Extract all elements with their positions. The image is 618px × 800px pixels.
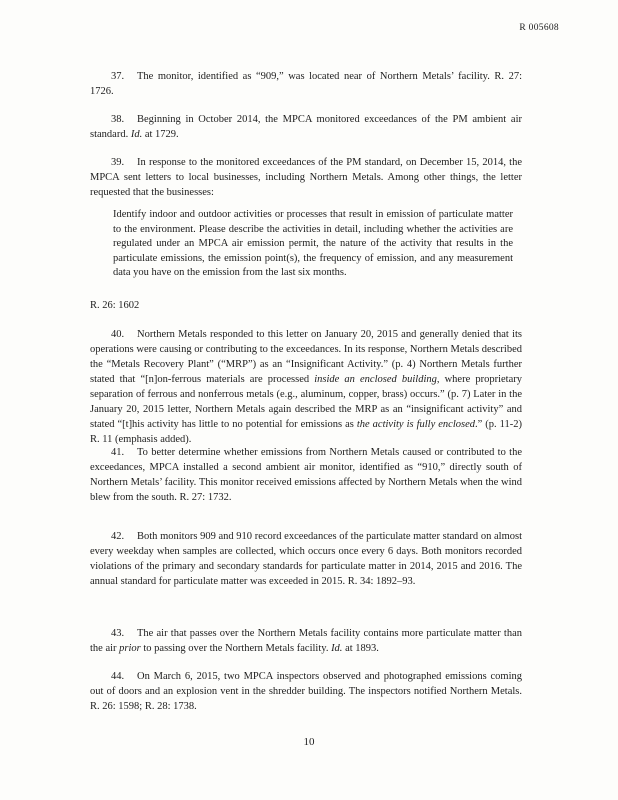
quote-citation: R. 26: 1602 — [90, 300, 140, 311]
paragraph-39: 39. In response to the monitored exceedances of the PM standard, on December 15, 2014, the MPCA sent letters to local businesses, including Northern Metals. Among other things, the letter requested that the businesses: — [90, 157, 522, 198]
bates-number: R 005608 — [519, 23, 559, 33]
paragraph-43: 43. The air that passes over the Northern Metals facility contains more particulate matter than the air prior to passing over the Northern Metals facility. Id. at 1893. — [90, 628, 522, 654]
paragraph-40: 40. Northern Metals responded to this letter on January 20, 2015 and generally denied that its operations were causing or contributing to the exceedances. In its response, Northern Metals described the “Metals Recovery Plant” (“MRP”) as an “Insignificant Activity.” (p. 4) Northern Metals further stated that “[n]on-ferrous materials are processed inside an enclosed building, where proprietary separation of ferrous and nonferrous metals (e.g., aluminum, copper, brass) occurs.” (p. 7) Later in the January 20, 2015 letter, Northern Metals again described the MRP as an “insignificant activity” and stated “[t]his activity has little to no potential for emissions as the activity is fully enclosed.” (p. 11-2) R. 11 (emphasis added). — [90, 329, 522, 445]
paragraph-42: 42. Both monitors 909 and 910 record exceedances of the particulate matter standard on almost every weekday when samples are collected, which occurs once every 6 days. Both monitors recorded violations of the primary and secondary standards for particulate matter in 2014, 2015 and 2016. The annual standard for particulate matter was exceeded in 2015. R. 34: 1892–93. — [90, 531, 522, 587]
page-number: 10 — [303, 736, 315, 748]
paragraph-41: 41. To better determine whether emissions from Northern Metals caused or contributed to the exceedances, MPCA installed a second ambient air monitor, identified as “910,” directly south of Northern Metals’ facility. This monitor received emissions affected by Northern Metals when the wind blew from the south. R. 27: 1732. — [90, 447, 522, 503]
paragraph-37: 37. The monitor, identified as “909,” was located near of Northern Metals’ facility. R. 27: 1726. — [90, 71, 522, 97]
paragraph-38: 38. Beginning in October 2014, the MPCA monitored exceedances of the PM ambient air standard. Id. at 1729. — [90, 114, 522, 140]
paragraph-44: 44. On March 6, 2015, two MPCA inspectors observed and photographed emissions coming out of doors and an explosion vent in the shredder building. The inspectors notified Northern Metals. R. 26: 1598; R. 28: 1738. — [90, 671, 522, 712]
block-quote: Identify indoor and outdoor activities or processes that result in emission of particulate matter to the environment. Please describe the activities in detail, including whether the activities are regulated under an MPCA air emission permit, the nature of the activity that results in the particulate emissions, the emission point(s), the frequency of emission, and any measurement data you have on the emission from the last six months. — [113, 209, 513, 279]
